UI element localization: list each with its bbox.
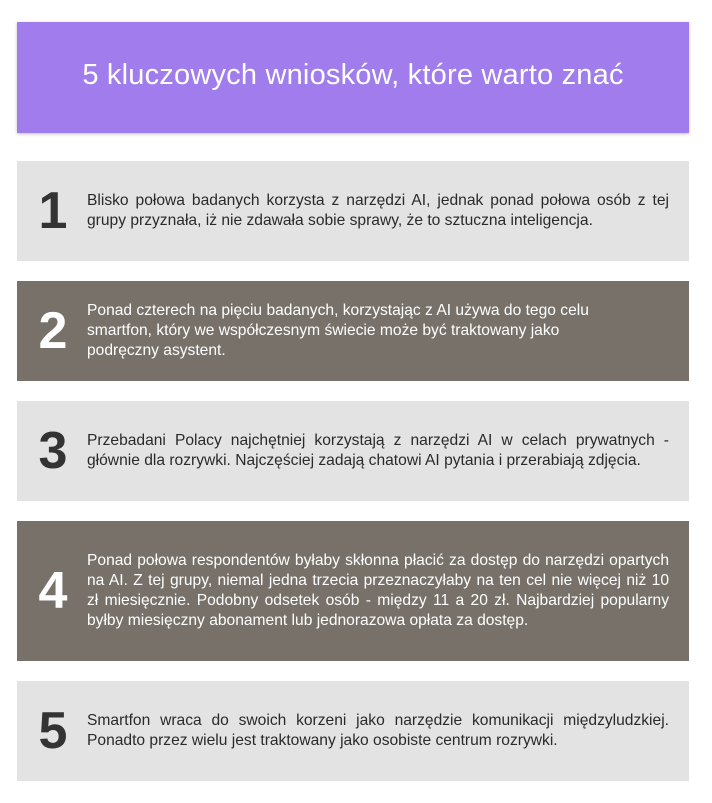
- finding-card-5: [17, 681, 689, 781]
- finding-text: Smartfon wraca do swoich korzeni jako narzędzie komunikacji międzyludzkiej. Ponadto przez wielu jest traktowany jako osobiste centrum rozrywki.: [87, 712, 669, 749]
- finding-text: Blisko połowa badanych korzysta z narzędzi AI, jednak ponad połowa osób z tej grupy przyznała, iż nie zdawała sobie sprawy, że to sztuczna inteligencja.: [87, 192, 669, 229]
- page-title: 5 kluczowych wniosków, które warto znać: [82, 59, 624, 91]
- finding-text: Przebadani Polacy najchętniej korzystają z narzędzi AI w celach prywatnych - głównie dla rozrywki. Najczęściej zadają chatowi AI pytania i przerabiają zdjęcia.: [87, 432, 669, 469]
- finding-number: 1: [38, 182, 68, 240]
- finding-text: Ponad czterech na pięciu badanych, korzystając z AI używa do tego celu smartfon, który we współczesnym świecie może być traktowany jako podręczny asystent.: [87, 302, 589, 359]
- finding-card-2: [17, 281, 689, 381]
- finding-card-4: [17, 521, 689, 661]
- finding-number: 5: [38, 702, 68, 760]
- finding-card-3: [17, 401, 689, 501]
- finding-card-1: [17, 161, 689, 261]
- finding-number: 3: [38, 422, 68, 480]
- finding-number: 4: [38, 562, 68, 620]
- finding-number: 2: [38, 302, 68, 360]
- finding-text: Ponad połowa respondentów byłaby skłonna płacić za dostęp do narzędzi opartych na AI. Z tej grupy, niemal jedna trzecia przeznaczyłaby na ten cel nie więcej niż 10 zł miesięcznie. Podobny odsetek osób - między 11 a 20 zł. Najbardziej popularny byłby miesięczny abonament lub jednorazowa opłata za dostęp.: [87, 552, 669, 629]
- page-header: [17, 22, 689, 133]
